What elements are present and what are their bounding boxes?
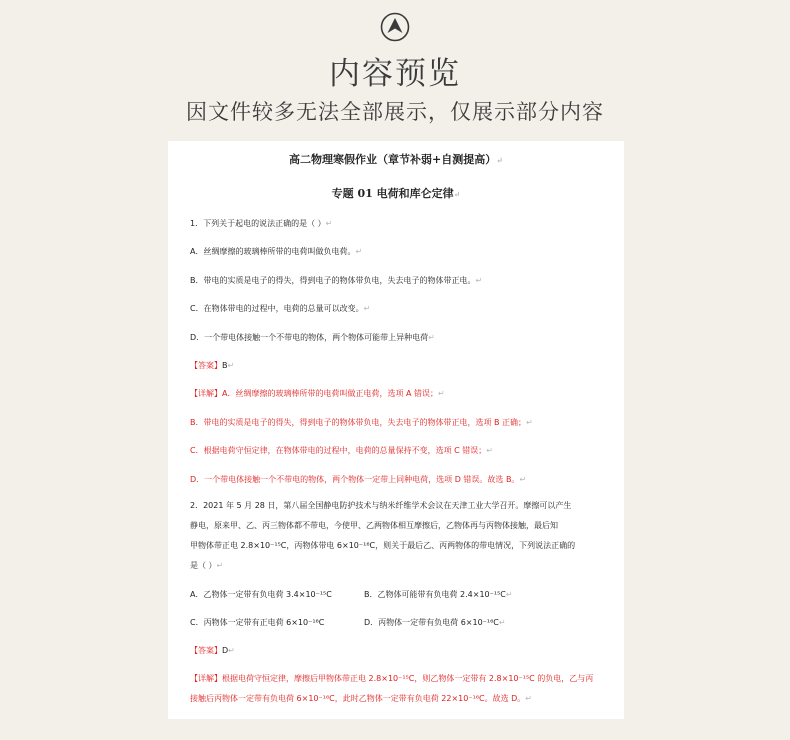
question-2-analysis-line-1: 【详解】根据电荷守恒定律，摩擦后甲物体带正电 2.8×10⁻¹⁵C，则乙物体一定带有 2.8×10⁻¹⁵C 的负电，乙与丙 [190, 674, 594, 683]
question-2-analysis-line-2: 接触后丙物体一定带有负电荷 6×10⁻¹⁶C，此时乙物体一定带有负电荷 22×10⁻¹⁶C。故选 D。↵ [190, 694, 532, 703]
question-2-stem-line-2: 静电，原来甲、乙、丙三物体都不带电，今使甲、乙两物体相互摩擦后，乙物体再与丙物体接触，最后知 [190, 521, 558, 530]
question-1-analysis-d: D．一个带电体接触一个不带电的物体，两个物体一定带上同种电荷，选项 D 错误。故选 B。↵ [190, 475, 527, 484]
question-2-option-a: A．乙物体一定带有负电荷 3.4×10⁻¹⁵C [190, 590, 332, 599]
question-1-stem: 1．下列关于起电的说法正确的是（ ）↵ [190, 219, 333, 228]
question-2-option-c: C．丙物体一定带有正电荷 6×10⁻¹⁶C [190, 618, 325, 627]
question-2-answer: 【答案】D↵ [190, 646, 235, 655]
question-2-stem-line-1: 2．2021 年 5 月 28 日，第八届全国静电防护技术与纳米纤维学术会议在天津工业大学召开。摩擦可以产生 [190, 501, 572, 510]
document-page [168, 141, 624, 719]
question-2-stem-line-4: 是（ ）↵ [190, 561, 224, 570]
question-2-option-d: D．丙物体一定带有负电荷 6×10⁻¹⁶C↵ [364, 618, 506, 627]
preview-banner [0, 0, 790, 130]
question-1-answer: 【答案】B↵ [190, 361, 235, 370]
question-1-option-c: C．在物体带电的过程中，电荷的总量可以改变。↵ [190, 304, 371, 313]
document-subtitle: 专题 01 电荷和库仑定律↵ [331, 187, 461, 200]
banner-title: 内容预览 [329, 56, 461, 92]
question-1-analysis-b: B．带电的实质是电子的得失，得到电子的物体带负电，失去电子的物体带正电，选项 B 正确；↵ [190, 418, 533, 427]
banner-subtitle: 因文件较多无法全部展示，仅展示部分内容 [186, 100, 604, 124]
question-1-option-b: B．带电的实质是电子的得失，得到电子的物体带负电，失去电子的物体带正电。↵ [190, 276, 483, 285]
question-2-stem-line-3: 甲物体带正电 2.8×10⁻¹⁵C，丙物体带电 6×10⁻¹⁶C，则关于最后乙、丙两物体的带电情况，下列说法正确的 [190, 541, 576, 550]
question-1-option-d: D．一个带电体接触一个不带电的物体，两个物体可能带上异种电荷↵ [190, 333, 435, 342]
question-1-analysis-c: C．根据电荷守恒定律，在物体带电的过程中，电荷的总量保持不变，选项 C 错误；↵ [190, 446, 493, 455]
question-1-option-a: A．丝绸摩擦的玻璃棒所带的电荷叫做负电荷。↵ [190, 247, 363, 256]
question-2-option-b: B．乙物体可能带有负电荷 2.4×10⁻¹⁵C↵ [364, 590, 513, 599]
up-arrow-logo-icon [380, 12, 410, 42]
question-1-analysis-a: 【详解】A．丝绸摩擦的玻璃棒所带的电荷叫做正电荷，选项 A 错误；↵ [190, 389, 445, 398]
document-title: 高二物理寒假作业（章节补弱+自测提高）↵ [289, 153, 503, 166]
